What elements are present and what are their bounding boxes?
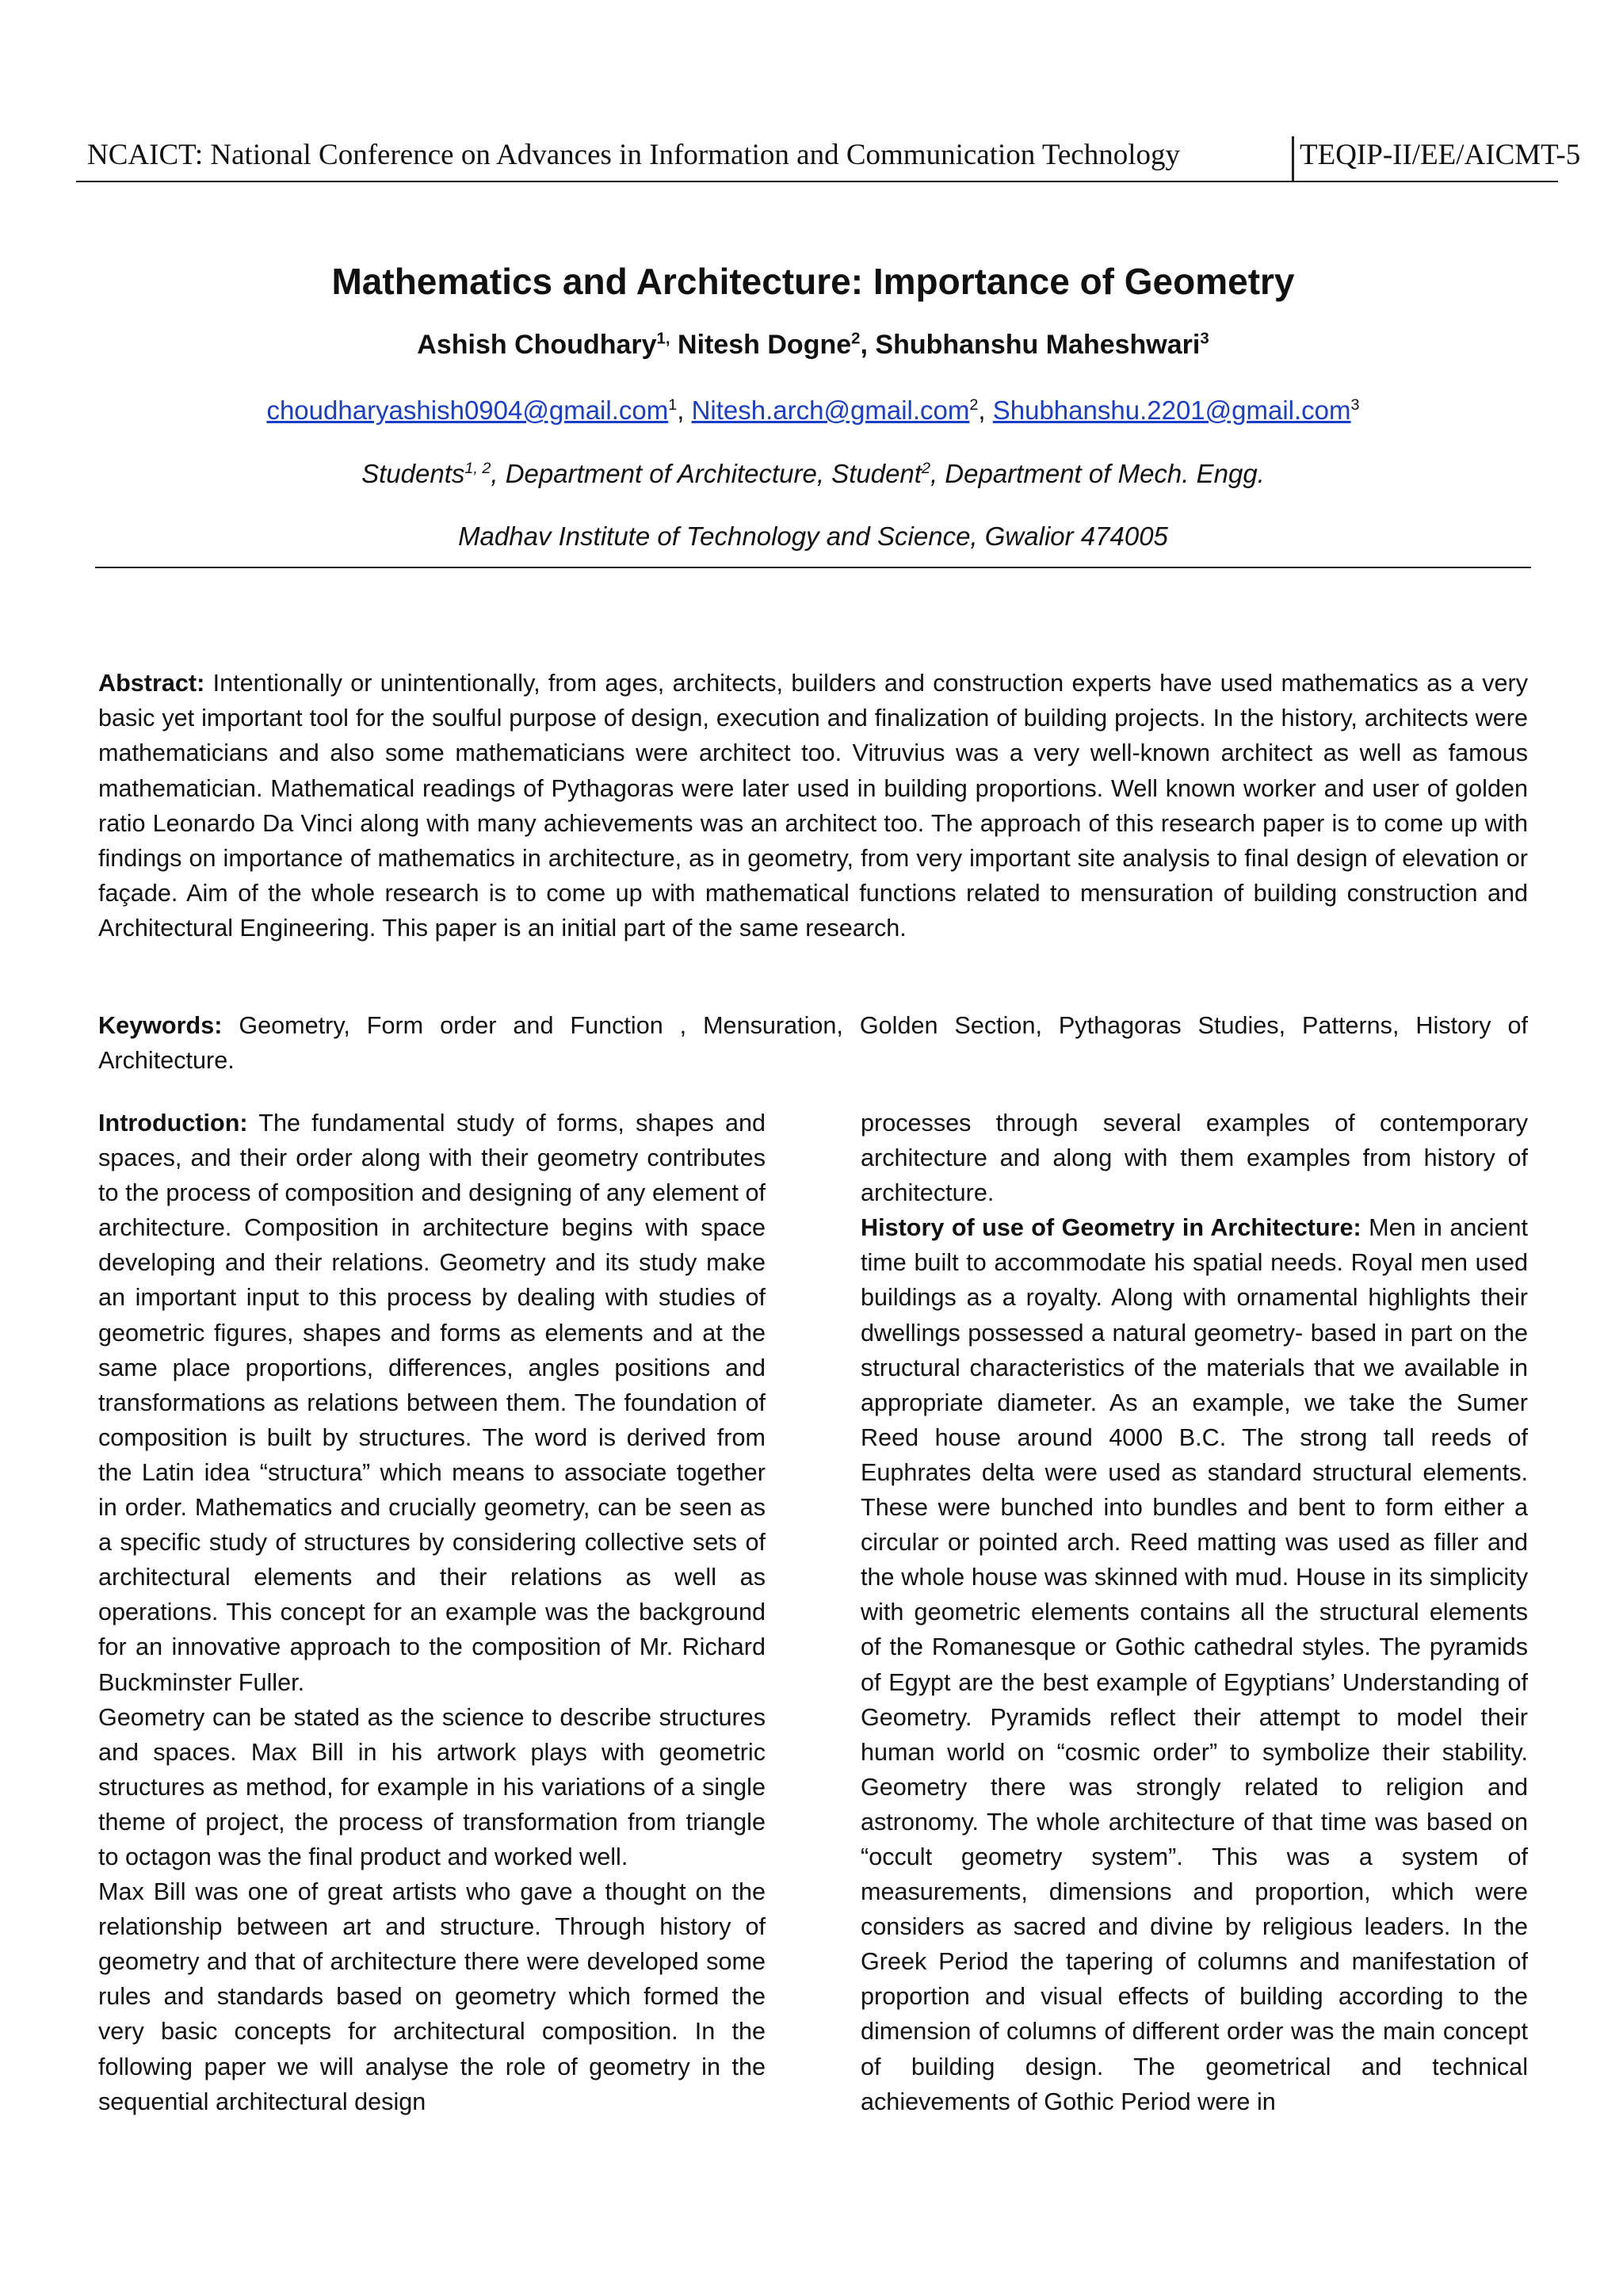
author-affiliation-mark: 3 [1200, 330, 1209, 348]
abstract-label: Abstract: [98, 670, 205, 697]
keywords-text: Geometry, Form order and Function , Mensuration, Golden Section, Pythagoras Studies, Patterns, History of Architecture. [98, 1012, 1528, 1074]
intro-paragraph [98, 1106, 766, 1700]
intro-paragraph: Geometry can be stated as the science to describe structures and spaces. Max Bill in his artwork plays with geometric structures as method, for example in his variations of a single theme of project, the process of transformation from triangle to octagon was the final product and worked well. [98, 1703, 766, 1870]
affiliation-mark: 2 [921, 460, 930, 477]
affiliation-part: , Department of Architecture, Student [491, 459, 922, 488]
title-divider [95, 567, 1531, 568]
author-affiliation-mark: 2 [851, 330, 861, 348]
email-affiliation-mark: 2 [969, 396, 979, 414]
title-block [95, 252, 1531, 567]
conference-code: TEQIP-II/EE/AICMT-5 [1300, 139, 1581, 171]
affiliation [95, 442, 1531, 506]
keywords-label: Keywords: [98, 1012, 223, 1039]
intro-paragraph: Max Bill was one of great artists who gave a thought on the relationship between art and structure. Through history of geometry and that of architecture there were developed some rules and standards based on geometry which formed the very basic concepts for architectural composition. In the following paper we will analyse the role of geometry in the sequential architectural design [98, 1878, 766, 2115]
abstract [98, 666, 1528, 946]
affiliation-mark: 1, 2 [464, 460, 491, 477]
abstract-text: Intentionally or unintentionally, from ages, architects, builders and construction experts have used mathematics as a very basic yet important tool for the soulful purpose of design, execution and finalization of building projects. In the history, architects were mathematicians and also some mathematicians were architect too. Vitruvius was a very well-known architect as well as famous mathematician. Mathematical readings of Pythagoras were later used in building proportions. Well known worker and user of golden ratio Leonardo Da Vinci along with many achievements was an architect too. The approach of this research paper is to come up with findings on importance of mathematics in architecture, as in geometry, from very important site analysis to final design of elevation or façade. Aim of the whole research is to come up with mathematical functions related to mensuration of building construction and Architectural Engineering. This paper is an initial part of the same research. [98, 670, 1528, 942]
paper-title: Mathematics and Architecture: Importance of Geometry [331, 261, 1295, 302]
email-link[interactable]: choudharyashish0904@gmail.com [266, 395, 669, 425]
right-column [861, 1106, 1528, 2119]
history-text: Men in ancient time built to accommodate his spatial needs. Royal men used buildings as a royalty. Along with ornamental highlights their dwellings possessed a natural geometry- based in part on the structural characteristics of the materials that we available in appropriate diameter. As an example, we take the Sumer Reed house around 4000 B.C. The strong tall reeds of Euphrates delta were used as standard structural elements. These were bunched into bundles and bent to form either a circular or pointed arch. Reed matting was used as filler and the whole house was skinned with mud. House in its simplicity with geometric elements contains all the structural elements of the Romanesque or Gothic cathedral styles. The pyramids of Egypt are the best example of Egyptians’ Understanding of Geometry. Pyramids reflect their attempt to model their human world on “cosmic order” to symbolize their stability. Geometry there was strongly related to religion and astronomy. The whole architecture of that time was based on “occult geometry system”. This was a system of measurements, dimensions and proportion, which were considers as sacred and divine by religious leaders. In the Greek Period the tapering of columns and manifestation of proportion and visual effects of building according to the dimension of columns of different order was the main concept of building design. The geometrical and technical achievements of Gothic Period were in [861, 1214, 1528, 2115]
email-list: choudharyashish0904@gmail.com$^1$, Nitesh.arch@gmail.com$^2$, Shubhanshu.2201@gmail.com$^3$ [266, 395, 1360, 425]
author-list: Ashish Choudhary$^{1,}$ Nitesh Dogne$^2$, Shubhanshu Maheshwari$^3$ [417, 330, 1209, 360]
author-name: Ashish Choudhary [417, 330, 657, 360]
author-affiliation-mark: 1, [656, 330, 670, 348]
email-affiliation-mark: 1 [668, 396, 678, 414]
left-column [98, 1106, 766, 2119]
conference-name: NCAICT: National Conference on Advances in Information and Communication Technology [87, 139, 1180, 171]
author-name: Nitesh Dogne [678, 330, 852, 360]
header-divider [1292, 136, 1294, 181]
institution: Madhav Institute of Technology and Science, Gwalior 474005 [458, 521, 1168, 551]
intro-text: The fundamental study of forms, shapes and spaces, and their order along with their geometry contributes to the process of composition and designing of any element of architecture. Composition in architecture begins with space developing and their relations. Geometry and its study make an important input to this process by dealing with studies of geometric figures, shapes and forms as elements and at the same place proportions, differences, angles positions and transformations as relations between them. The foundation of composition is built by structures. The word is derived from the Latin idea “structura” which means to associate together in order. Mathematics and crucially geometry, can be seen as a specific study of structures by considering collective sets of architectural elements and their relations as well as operations. This concept for an example was the background for an innovative approach to the composition of Mr. Richard Buckminster Fuller. [98, 1110, 766, 1696]
affiliation-part: , Department of Mech. Engg. [930, 459, 1265, 488]
affiliation-part: Students [361, 459, 465, 488]
email-affiliation-mark: 3 [1350, 396, 1360, 414]
running-header [76, 136, 1581, 182]
author-name: Shubhanshu Maheshwari [875, 330, 1201, 360]
email-link[interactable]: Nitesh.arch@gmail.com [691, 395, 970, 425]
intro-label: Introduction: [98, 1110, 248, 1137]
email-link[interactable]: Shubhanshu.2201@gmail.com [992, 395, 1351, 425]
keywords [98, 1008, 1528, 1078]
history-paragraph [861, 1210, 1528, 2118]
intro-continuation: processes through several examples of contemporary architecture and along with them examples from history of architecture. [861, 1110, 1528, 1207]
history-label: History of use of Geometry in Architecture: [861, 1214, 1361, 1242]
